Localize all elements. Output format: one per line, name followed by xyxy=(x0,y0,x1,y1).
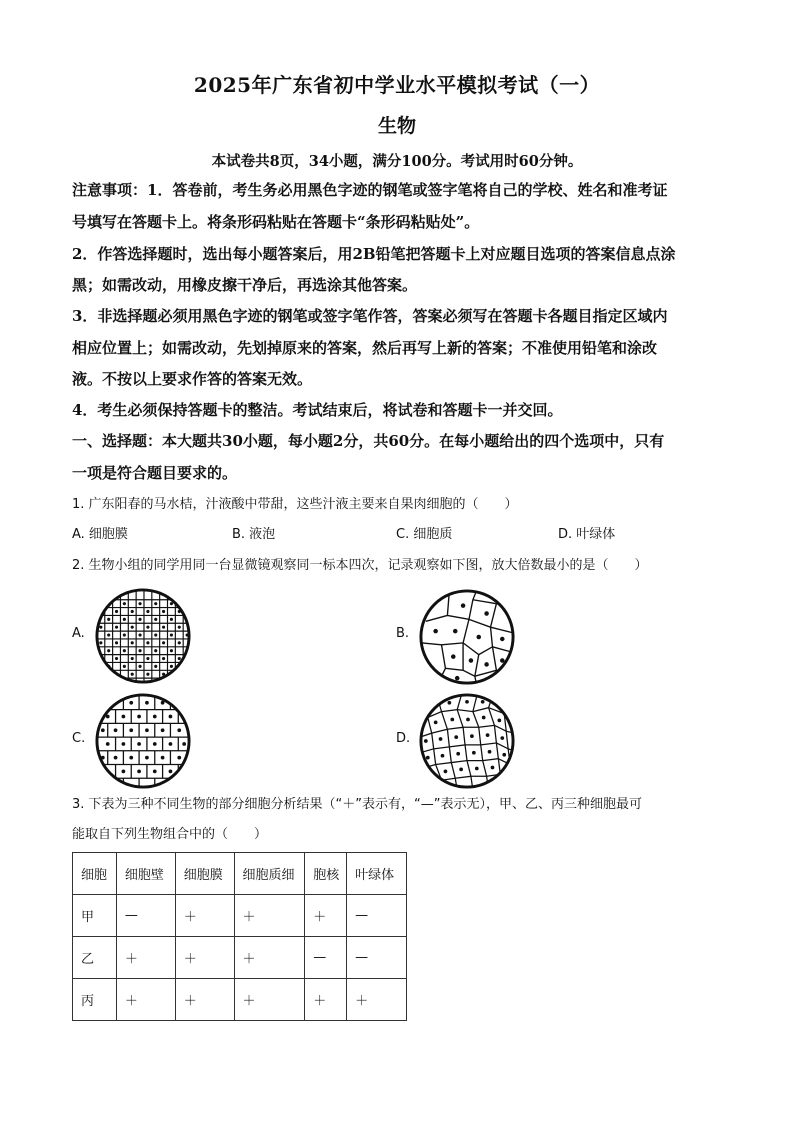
table-row xyxy=(73,895,407,937)
note-2b: 黑；如需改动，用橡皮擦干净后，再选涂其他答案。 xyxy=(72,276,418,294)
table-cell: ＋ xyxy=(234,895,305,937)
table-header: 细胞 xyxy=(73,853,117,895)
table-cell: ＋ xyxy=(116,979,175,1021)
table-cell: ＋ xyxy=(305,895,347,937)
section-1-line1: 一、选择题：本大题共30小题，每小题2分，共60分。在每小题给出的四个选项中，只有 xyxy=(72,432,665,450)
table-row xyxy=(73,979,407,1021)
table-cell: 甲 xyxy=(73,895,117,937)
table-cell: ＋ xyxy=(234,937,305,979)
table-header: 叶绿体 xyxy=(347,853,407,895)
q3-stem-line2: 能取自下列生物组合中的（ ） xyxy=(72,827,268,842)
microscope-view-c xyxy=(94,692,192,790)
table-cell: ＋ xyxy=(116,937,175,979)
q1-option-a: A. 细胞膜 xyxy=(72,527,128,542)
microscope-view-b xyxy=(418,588,516,686)
table-cell: — xyxy=(116,895,175,937)
microscope-view-d xyxy=(418,692,516,790)
table-cell: — xyxy=(347,895,407,937)
table-cell: ＋ xyxy=(305,979,347,1021)
note-4: 4．考生必须保持答题卡的整洁。考试结束后，将试卷和答题卡一并交回。 xyxy=(72,401,563,419)
note-3a: 3．非选择题必须用黑色字迹的钢笔或签字笔作答，答案必须写在答题卡各题目指定区域内 xyxy=(72,307,668,325)
table-header: 胞核 xyxy=(305,853,347,895)
table-cell: — xyxy=(305,937,347,979)
q3-stem-line1: 3. 下表为三种不同生物的部分细胞分析结果（“＋”表示有，“—”表示无），甲、乙、丙三种细胞最可 xyxy=(72,797,642,812)
q1-stem: 1. 广东阳春的马水桔，汁液酸中带甜，这些汁液主要来自果肉细胞的（ ） xyxy=(72,497,518,512)
table-header: 细胞质细 xyxy=(234,853,305,895)
section-1-line2: 一项是符合题目要求的。 xyxy=(72,464,238,482)
q1-option-c: C. 细胞质 xyxy=(396,527,453,542)
subject-title: 生物 xyxy=(377,115,416,137)
q2-stem: 2. 生物小组的同学用同一台显微镜观察同一标本四次，记录观察如下图，放大倍数最小的是（ ） xyxy=(72,558,648,573)
table-cell: 丙 xyxy=(73,979,117,1021)
table-cell: — xyxy=(347,937,407,979)
q2-label-c: C. xyxy=(72,731,86,746)
exam-info: 本试卷共8页，34小题，满分100分。考试用时60分钟。 xyxy=(211,153,583,170)
q1-option-b: B. 液泡 xyxy=(232,527,276,542)
q1-option-d: D. 叶绿体 xyxy=(558,527,616,542)
note-1b: 号填写在答题卡上。将条形码粘贴在答题卡“条形码粘贴处”。 xyxy=(72,213,480,231)
table-cell: ＋ xyxy=(347,979,407,1021)
exam-title: 2025年广东省初中学业水平模拟考试（一） xyxy=(193,73,601,97)
table-header-row xyxy=(73,853,407,895)
table-header: 细胞壁 xyxy=(116,853,175,895)
note-2a: 2．作答选择题时，选出每小题答案后，用2B铅笔把答题卡上对应题目选项的答案信息点涂 xyxy=(72,245,676,263)
table-cell: ＋ xyxy=(175,979,234,1021)
table-row xyxy=(73,937,407,979)
table-header: 细胞膜 xyxy=(175,853,234,895)
q2-label-d: D. xyxy=(396,731,411,746)
cell-analysis-table xyxy=(72,852,407,1021)
table-cell: 乙 xyxy=(73,937,117,979)
q2-label-a: A. xyxy=(72,626,85,641)
table-cell: ＋ xyxy=(175,937,234,979)
microscope-view-a xyxy=(94,587,192,685)
note-3b: 相应位置上；如需改动，先划掉原来的答案，然后再写上新的答案；不准使用铅笔和涂改 xyxy=(72,339,658,357)
note-1a: 注意事项：1．答卷前，考生务必用黑色字迹的钢笔或签字笔将自己的学校、姓名和准考证 xyxy=(72,181,668,199)
table-cell: ＋ xyxy=(234,979,305,1021)
table-cell: ＋ xyxy=(175,895,234,937)
q2-label-b: B. xyxy=(396,626,410,641)
note-3c: 液。不按以上要求作答的答案无效。 xyxy=(72,370,313,388)
